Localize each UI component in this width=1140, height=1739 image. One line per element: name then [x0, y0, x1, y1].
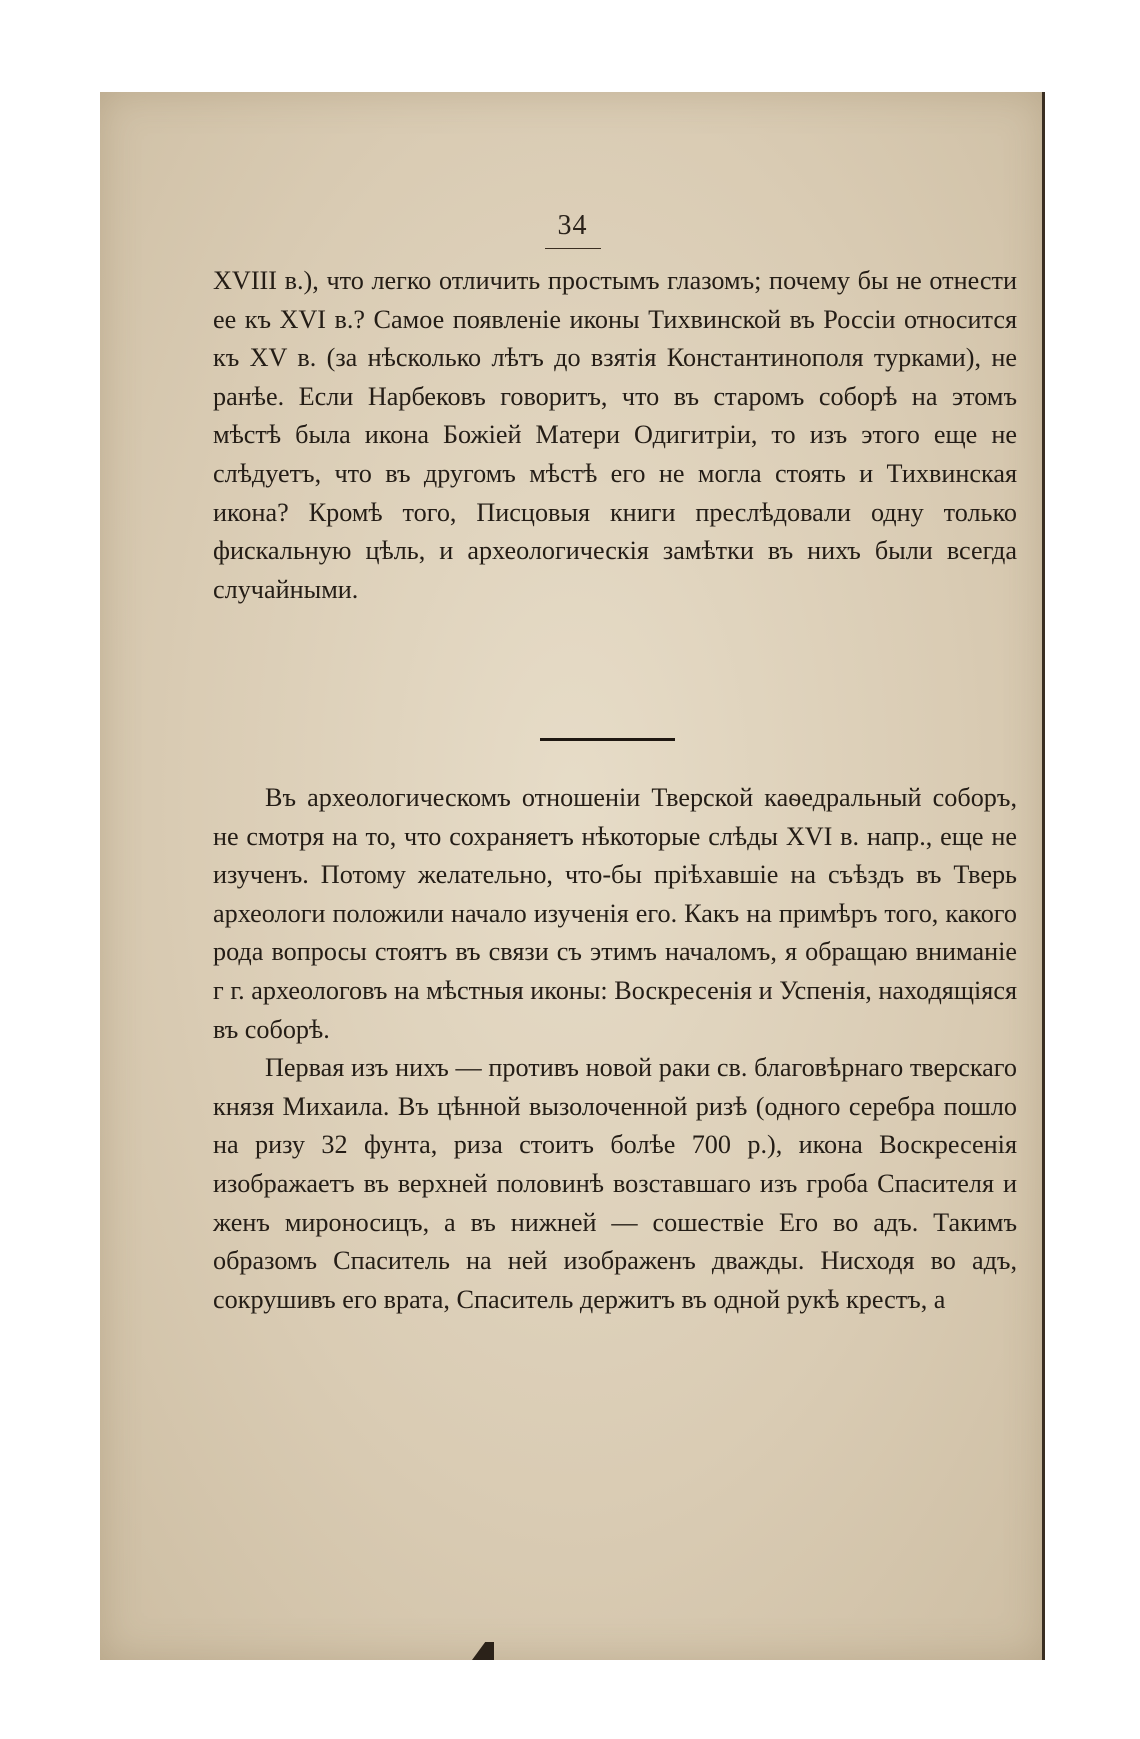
scanned-page — [100, 92, 1045, 1660]
paragraph: Въ археологическомъ отношеніи Тверской каѳедральный соборъ, не смотря на то, что сохраняетъ нѣкоторые слѣды XVI в. напр., еще не изученъ. Потому желательно, что-бы пріѣхавшіе на съѣздъ въ Тверь археологи положили начало изученія его. Какъ на примѣръ того, какого рода вопросы стоятъ въ связи съ этимъ началомъ, я обращаю вниманіе г г. археологовъ на мѣстныя иконы: Воскресенія и Успенія, находящіяся въ соборѣ. — [213, 783, 1017, 1044]
paragraph: XVIII в.), что легко отличить простымъ глазомъ; почему бы не отнести ее къ XVI в.? Самое появленіе иконы Тихвинской въ Россіи относится къ XV в. (за нѣсколько лѣтъ до взятія Константинополя турками), не ранѣе. Если Нарбековъ говоритъ, что въ старомъ соборѣ на этомъ мѣстѣ была икона Божіей Матери Одигитріи, то изъ этого еще не слѣдуетъ, что въ другомъ мѣстѣ его не могла стоять и Тихвинская икона? Кромѣ того, Писцовыя книги преслѣдовали одну только фискальную цѣль, и археологическія замѣтки въ нихъ были всегда случайными. — [213, 266, 1017, 604]
page-number: 34 — [557, 210, 588, 241]
page-edge-shadow — [1042, 92, 1045, 1660]
text-section-top — [213, 262, 1017, 609]
text-section-bottom — [213, 779, 1017, 1319]
page-number-underline — [545, 248, 601, 249]
paragraph: Первая изъ нихъ — противъ новой раки св. благовѣрнаго тверскаго князя Михаила. Въ цѣнной вызолоченной ризѣ (одного серебра пошло на ризу 32 фунта, риза стоитъ болѣе 700 р.), икона Воскресенія изображаетъ въ верхней половинѣ возставшаго изъ гроба Спасителя и женъ мироносицъ, а въ нижней — сошествіе Его во адъ. Такимъ образомъ Спаситель на ней изображенъ дважды. Нисходя во адъ, сокрушивъ его врата, Спаситель держитъ въ одной рукѣ крестъ, а — [213, 1053, 1017, 1314]
section-divider — [540, 738, 675, 741]
binding-mark — [472, 1642, 494, 1660]
